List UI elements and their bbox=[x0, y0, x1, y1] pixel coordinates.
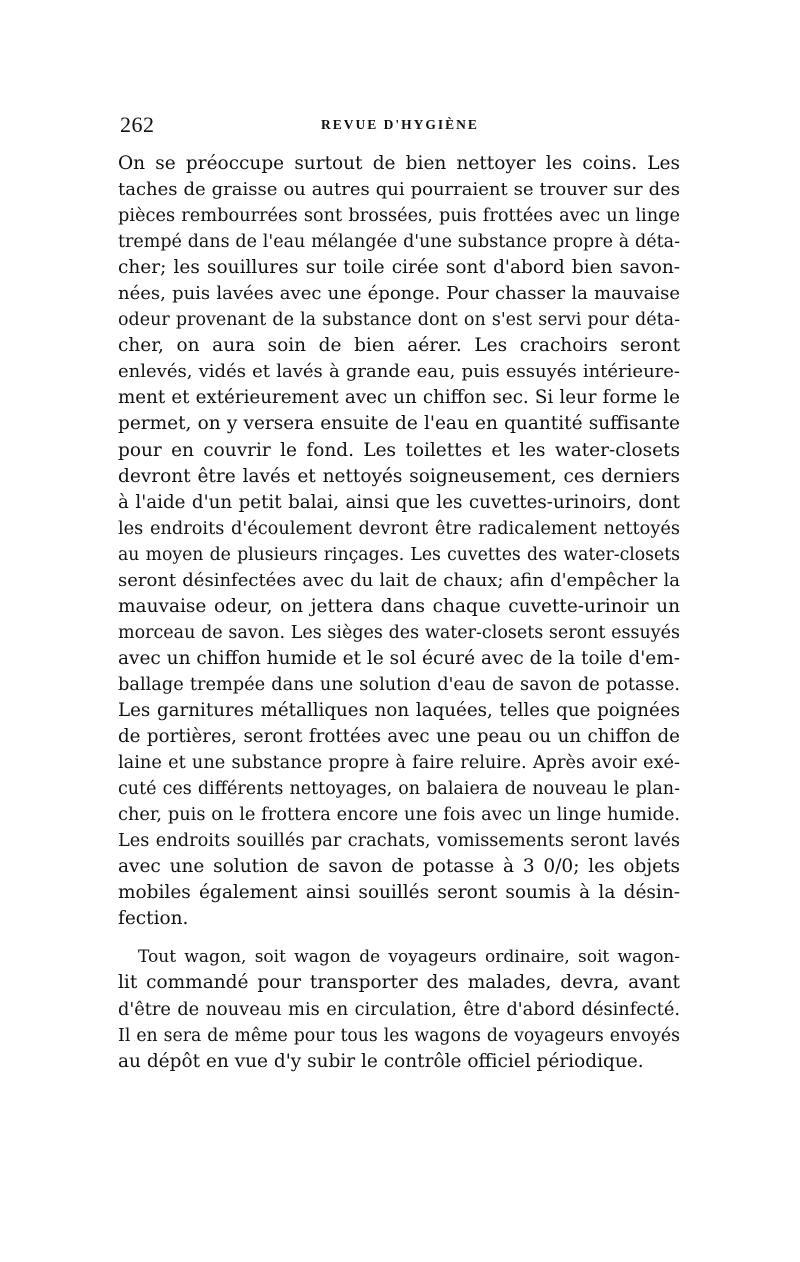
paragraph bbox=[118, 944, 680, 1074]
page-body bbox=[118, 151, 680, 1075]
text-line: cuté ces différents nettoyages, on balaiera de nouveau le plan- bbox=[118, 779, 680, 800]
text-line: Les endroits souillés par crachats, vomissements seront lavés bbox=[118, 831, 680, 852]
text-line: fection. bbox=[118, 908, 189, 930]
paragraph bbox=[118, 151, 680, 932]
text-line: mauvaise odeur, on jettera dans chaque cuvette-urinoir un bbox=[118, 595, 680, 617]
text-line: cher; les souillures sur toile cirée sont d'abord bien savon- bbox=[118, 257, 680, 279]
text-line: à l'aide d'un petit balai, ainsi que les cuvettes-urinoirs, dont bbox=[118, 491, 680, 513]
text-line: Il en sera de même pour tous les wagons de voyageurs envoyés bbox=[118, 1025, 680, 1046]
text-line: Tout wagon, soit wagon de voyageurs ordinaire, soit wagon- bbox=[138, 947, 680, 968]
text-line: pièces rembourrées sont brossées, puis frottées avec un linge bbox=[118, 206, 680, 227]
text-line: trempé dans de l'eau mélangée d'une substance propre à déta- bbox=[118, 232, 680, 253]
text-line: morceau de savon. Les sièges des water-closets seront essuyés bbox=[118, 622, 680, 643]
text-line: pour en couvrir le fond. Les toilettes et les water-closets bbox=[118, 439, 680, 461]
text-line: laine et une substance propre à faire reluire. Après avoir exé- bbox=[118, 753, 680, 774]
text-line: les endroits d'écoulement devront être radicalement nettoyés bbox=[118, 518, 680, 539]
text-line: odeur provenant de la substance dont on s'est servi pour déta- bbox=[118, 310, 680, 331]
text-line: lit commandé pour transporter des malades, devra, avant bbox=[118, 972, 680, 994]
text-line: ballage trempée dans une solution d'eau de savon de potasse. bbox=[118, 674, 680, 695]
text-line: Les garnitures métalliques non laquées, telles que poignées bbox=[118, 699, 680, 721]
text-line: de portières, seront frottées avec une peau ou un chiffon de bbox=[118, 726, 680, 748]
text-line: d'être de nouveau mis en circulation, être d'abord désinfecté. bbox=[118, 999, 680, 1020]
text-line: devront être lavés et nettoyés soigneusement, ces derniers bbox=[118, 465, 680, 487]
text-line: seront désinfectées avec du lait de chaux; afin d'empêcher la bbox=[118, 569, 680, 591]
text-line: ment et extérieurement avec un chiffon sec. Si leur forme le bbox=[118, 387, 680, 409]
text-line: permet, on y versera ensuite de l'eau en quantité suffisante bbox=[118, 413, 680, 435]
page-number: 262 bbox=[120, 112, 155, 137]
text-line: nées, puis lavées avec une éponge. Pour chasser la mauvaise bbox=[118, 283, 680, 305]
text-line: avec un chiffon humide et le sol écuré avec de la toile d'em- bbox=[118, 647, 681, 669]
text-line: On se préoccupe surtout de bien nettoyer les coins. Les bbox=[118, 153, 680, 174]
text-line: cher, puis on le frottera encore une fois avec un linge humide. bbox=[118, 805, 680, 826]
page-header bbox=[120, 112, 680, 142]
text-line: cher, on aura soin de bien aérer. Les crachoirs seront bbox=[118, 335, 680, 357]
text-line: mobiles également ainsi souillés seront soumis à la désin- bbox=[118, 882, 680, 904]
paragraph-gap bbox=[118, 932, 680, 944]
text-line: au dépôt en vue d'y subir le contrôle officiel périodique. bbox=[118, 1050, 644, 1072]
text-line: enlevés, vidés et lavés à grande eau, puis essuyés intérieure- bbox=[118, 361, 680, 383]
text-line: taches de graisse ou autres qui pourraient se trouver sur des bbox=[118, 179, 680, 201]
text-line: au moyen de plusieurs rinçages. Les cuvettes des water-closets bbox=[118, 544, 680, 565]
running-title: REVUE D'HYGIÈNE bbox=[321, 117, 479, 132]
text-line: avec une solution de savon de potasse à 3 0/0; les objets bbox=[118, 856, 680, 878]
